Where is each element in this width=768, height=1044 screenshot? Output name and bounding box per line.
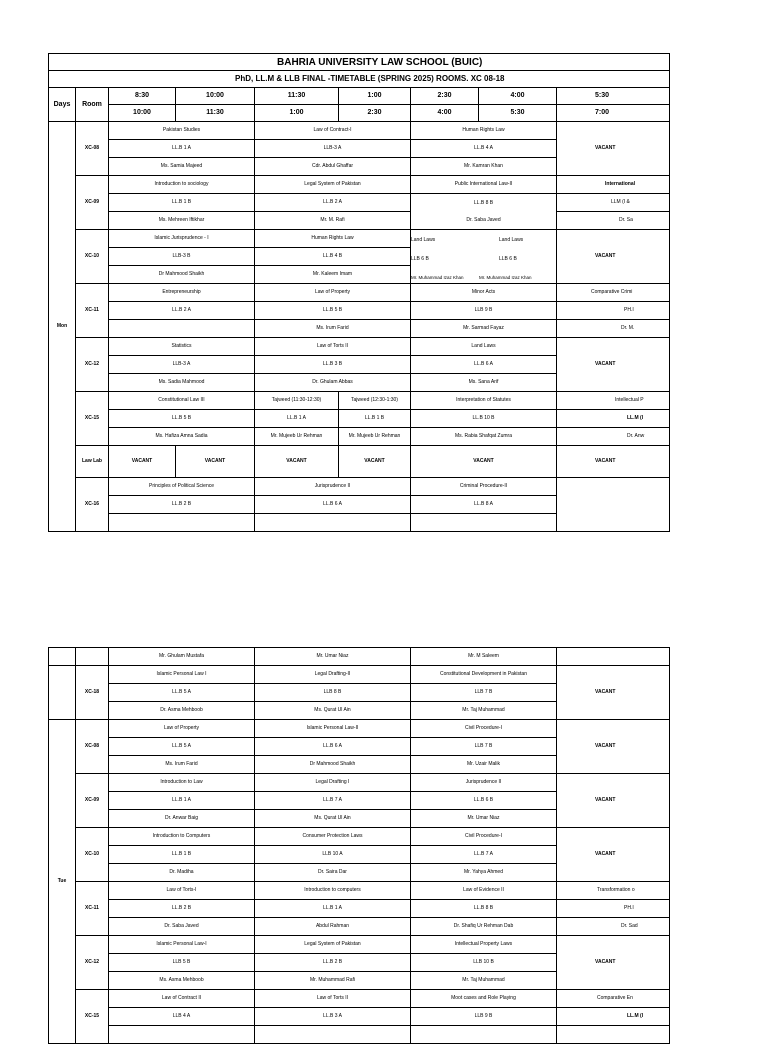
teacher-cell: Mr. Ghulam Mustafa: [109, 648, 255, 666]
vacant-cell: VACANT: [557, 720, 670, 774]
course-cell: Legal System of Pakistan: [255, 936, 411, 954]
vacant-cell: VACANT: [557, 446, 670, 478]
empty-cell: [557, 478, 670, 532]
class-cell: LLM (I &: [557, 194, 670, 212]
class-cell: LLB 4 A: [109, 1008, 255, 1026]
class-cell: LLB-3 B: [109, 248, 255, 266]
course-cell: Islamic Jurisprudence - I: [109, 230, 255, 248]
course-cell: Transformation o: [557, 882, 670, 900]
days-header: Days: [49, 88, 76, 122]
vacant-cell: VACANT: [411, 446, 557, 478]
room-label: XC-09: [76, 176, 109, 230]
class-cell: LL.B 1 B: [109, 194, 255, 212]
teacher-cell: Mr. Mujeeb Ur Rehman: [339, 428, 411, 446]
room-label: XC-10: [76, 230, 109, 284]
course-cell: Principles of Political Science: [109, 478, 255, 496]
class-cell: LL.B 1 A: [255, 900, 411, 918]
class-cell: LL.B 2 A: [255, 194, 411, 212]
time-end: 5:30: [479, 105, 557, 122]
course-cell: Entrepreneurship: [109, 284, 255, 302]
teacher-cell: Dr. Saba Javed: [109, 918, 255, 936]
time-start: 5:30: [557, 88, 670, 105]
course-cell: Criminal Procedure-II: [411, 478, 557, 496]
course-cell: Consumer Protection Laws: [255, 828, 411, 846]
course-cell: Human Rights Law: [255, 230, 411, 248]
time-end: 1:00: [255, 105, 339, 122]
day-label: Mon: [49, 122, 76, 532]
teacher-cell: Mr. Muhammad Izaz Khan: [479, 275, 532, 280]
teacher-cell: Dr. Shafiq Ur Rehman Dab: [411, 918, 557, 936]
room-label: XC-16: [76, 478, 109, 532]
teacher-cell: Dr. Asma Mehboob: [109, 702, 255, 720]
timetable-subtitle: PhD, LL.M & LLB FINAL -TIMETABLE (SPRING 2025) ROOMS. XC 08-18: [49, 71, 670, 88]
class-cell: LL.B 6 A: [255, 738, 411, 756]
time-start: 10:00: [176, 88, 255, 105]
class-cell: LL.B 8 B: [473, 200, 494, 206]
teacher-cell: Dr. Anw: [557, 428, 670, 446]
course-cell: Law of Evidence II: [411, 882, 557, 900]
timetable-page-1: [48, 53, 645, 535]
course-cell: Constitutional Development in Pakistan: [411, 666, 557, 684]
class-cell: LL.B 4 B: [255, 248, 411, 266]
course-cell: International: [557, 176, 670, 194]
class-cell: LLB 9 B: [411, 302, 557, 320]
teacher-cell: Ms. Qurat Ul Ain: [255, 702, 411, 720]
class-cell: LL.B 5 B: [255, 302, 411, 320]
teacher-cell: Mr. M Saleem: [411, 648, 557, 666]
time-start: 11:30: [255, 88, 339, 105]
room-header: Room: [76, 88, 109, 122]
teacher-cell: Cdr. Abdul Ghaffar: [255, 158, 411, 176]
course-cell: Law of Property: [255, 284, 411, 302]
course-cell: Intellectual P: [557, 392, 670, 410]
time-end: 7:00: [557, 105, 670, 122]
vacant-cell: VACANT: [557, 828, 670, 882]
teacher-cell: Mr. Uzair Malik: [411, 756, 557, 774]
course-cell: Interpretation of Statutes: [411, 392, 557, 410]
teacher-cell: Mr. Taj Muhammad: [411, 972, 557, 990]
class-cell: LL.B 2 A: [109, 302, 255, 320]
timetable-table-1: [48, 53, 670, 532]
course-cell: Intellectual Property Laws: [411, 936, 557, 954]
course-cell: Introduction to Computers: [109, 828, 255, 846]
teacher-cell: Ms. Sana Arif: [411, 374, 557, 392]
course-cell: Comparative Crimi: [557, 284, 670, 302]
class-cell: LL.B 2 B: [109, 900, 255, 918]
room-label: XC-15: [76, 990, 109, 1044]
time-end: 11:30: [176, 105, 255, 122]
time-start: 2:30: [411, 88, 479, 105]
teacher-cell: Dr. Sa: [557, 212, 670, 230]
course-cell: Civil Procedure-I: [411, 720, 557, 738]
course-cell: Public International Law-II: [411, 176, 557, 194]
teacher-cell: Mr. Sarmad Fayaz: [411, 320, 557, 338]
course-cell: Moot cases and Role Playing: [411, 990, 557, 1008]
class-cell: LLB 6 B: [499, 256, 517, 262]
teacher-cell: Dr. Saba Javed: [466, 217, 501, 223]
teacher-cell: Ms. Qurat Ul Ain: [255, 810, 411, 828]
teacher-cell: Mr. Muhammad Izaz Khan: [411, 275, 464, 280]
course-cell: Legal Drafting-II: [255, 666, 411, 684]
course-cell: Introduction to computers: [255, 882, 411, 900]
teacher-cell: Dr Mahmood Shaikh: [255, 756, 411, 774]
teacher-cell: Dr. Ghulam Abbas: [255, 374, 411, 392]
course-cell: Land Laws: [499, 237, 524, 243]
course-cell: Islamic Personal Law-I: [109, 936, 255, 954]
course-cell: Islamic Personal Law I: [109, 666, 255, 684]
class-cell: LL.B 7 A: [411, 846, 557, 864]
time-end: 2:30: [339, 105, 411, 122]
class-cell: LLB-3 A: [255, 140, 411, 158]
class-cell: LL.M (I: [557, 410, 670, 428]
room-label: XC-11: [76, 882, 109, 936]
vacant-cell: VACANT: [557, 936, 670, 990]
class-cell: LL.B 2 B: [109, 496, 255, 514]
class-cell: LL.B 1 A: [109, 140, 255, 158]
class-cell: LL.B 5 A: [109, 738, 255, 756]
class-cell: LL.B 5 B: [109, 410, 255, 428]
course-cell: Tajweed (11:30-12:30): [255, 392, 339, 410]
teacher-cell: Mr. Taj Muhammad: [411, 702, 557, 720]
time-end: 10:00: [109, 105, 176, 122]
course-cell: Law of Property: [109, 720, 255, 738]
course-cell: Comparative En: [557, 990, 670, 1008]
class-cell: LL.B 1 B: [339, 410, 411, 428]
teacher-cell: Ms. Hafiza Amna Sadia: [109, 428, 255, 446]
class-cell: LL.B 3 A: [255, 1008, 411, 1026]
course-cell: Law of Contract II: [109, 990, 255, 1008]
room-label: XC-12: [76, 936, 109, 990]
class-cell: LLB 8 B: [255, 684, 411, 702]
vacant-cell: VACANT: [339, 446, 411, 478]
teacher-cell: Dr. Saira Dar: [255, 864, 411, 882]
class-cell: LL.B 2 B: [255, 954, 411, 972]
course-cell: Legal Drafting I: [255, 774, 411, 792]
time-start: 8:30: [109, 88, 176, 105]
teacher-cell: Ms. Samia Majeed: [109, 158, 255, 176]
room-label: XC-18: [76, 666, 109, 720]
teacher-cell: Mr. Umar Niaz: [255, 648, 411, 666]
timetable-table-2: [48, 647, 670, 1044]
teacher-cell: Mr. Mujeeb Ur Rehman: [255, 428, 339, 446]
timetable-page-2: [48, 647, 644, 1024]
course-cell: Tajweed (12:30-1:30): [339, 392, 411, 410]
course-cell: Law of Torts II: [255, 338, 411, 356]
class-cell: LLB 5 B: [109, 954, 255, 972]
vacant-cell: VACANT: [557, 338, 670, 392]
course-cell: Islamic Personal Law-II: [255, 720, 411, 738]
day-label: Tue: [49, 720, 76, 1044]
class-cell: LL.B 4 A: [411, 140, 557, 158]
teacher-cell: Mr. Umar Niaz: [411, 810, 557, 828]
course-cell: Statistics: [109, 338, 255, 356]
vacant-cell: VACANT: [557, 666, 670, 720]
class-cell: LLB-3 A: [109, 356, 255, 374]
class-cell: LL.B 1 A: [109, 792, 255, 810]
course-cell: Land Laws: [411, 237, 436, 243]
class-cell: LL.B 3 B: [255, 356, 411, 374]
teacher-cell: Ms. Irum Farid: [255, 320, 411, 338]
class-teacher-cell: [411, 194, 557, 230]
vacant-cell: VACANT: [557, 230, 670, 284]
land-laws-cell: [411, 230, 557, 284]
class-cell: LL.B 8 A: [411, 496, 557, 514]
class-cell: PH.I: [557, 302, 670, 320]
course-cell: Jurisprudence II: [411, 774, 557, 792]
class-cell: LL.B 6 A: [411, 356, 557, 374]
course-cell: Jurisprudence II: [255, 478, 411, 496]
class-cell: LL.B 5 A: [109, 684, 255, 702]
teacher-cell: Ms. Mehreen Iftikhar: [109, 212, 255, 230]
class-cell: LLB 10 A: [255, 846, 411, 864]
teacher-cell: [109, 320, 255, 338]
vacant-cell: VACANT: [109, 446, 176, 478]
room-label: XC-15: [76, 392, 109, 446]
course-cell: Human Rights Law: [411, 122, 557, 140]
class-cell: LLB 6 B: [411, 256, 429, 262]
teacher-cell: Abdul Rahman: [255, 918, 411, 936]
course-cell: Land Laws: [411, 338, 557, 356]
class-cell: LL.M (I: [557, 1008, 670, 1026]
room-label: XC-08: [76, 122, 109, 176]
teacher-cell: Mr. Kaleem Imam: [255, 266, 411, 284]
course-cell: Law of Torts II: [255, 990, 411, 1008]
teacher-cell: Dr Mahmood Shaikh: [109, 266, 255, 284]
course-cell: Minor Acts: [411, 284, 557, 302]
teacher-cell: Mr. Yahya Ahmed: [411, 864, 557, 882]
teacher-cell: Ms. Rabia Shafqat Zumra: [411, 428, 557, 446]
class-cell: LLB 9 B: [411, 1008, 557, 1026]
teacher-cell: Mr. M. Rafi: [255, 212, 411, 230]
time-start: 1:00: [339, 88, 411, 105]
teacher-cell: Dr. M.: [557, 320, 670, 338]
class-cell: LL.B 10 B: [411, 410, 557, 428]
room-label: XC-11: [76, 284, 109, 338]
vacant-cell: VACANT: [255, 446, 339, 478]
course-cell: Pakistan Studies: [109, 122, 255, 140]
time-start: 4:00: [479, 88, 557, 105]
course-cell: Constitutional Law III: [109, 392, 255, 410]
class-cell: LL.B 1 A: [255, 410, 339, 428]
course-cell: Introduction to sociology: [109, 176, 255, 194]
room-label: XC-12: [76, 338, 109, 392]
class-cell: LLB 7 B: [411, 738, 557, 756]
vacant-cell: VACANT: [557, 774, 670, 828]
teacher-cell: Ms. Sadia Mahmood: [109, 374, 255, 392]
teacher-cell: Dr. Anwar Baig: [109, 810, 255, 828]
class-cell: LL.B 1 B: [109, 846, 255, 864]
class-cell: LLB 10 B: [411, 954, 557, 972]
course-cell: Law of Torts-I: [109, 882, 255, 900]
room-label: XC-08: [76, 720, 109, 774]
vacant-cell: VACANT: [176, 446, 255, 478]
course-cell: Civil Procedure-I: [411, 828, 557, 846]
vacant-cell: VACANT: [557, 122, 670, 176]
teacher-cell: Dr. Sad: [557, 918, 670, 936]
teacher-cell: Mr. Kamran Khan: [411, 158, 557, 176]
course-cell: Law of Contract-I: [255, 122, 411, 140]
room-label: Law Lab: [76, 446, 109, 478]
course-cell: Introduction to Law: [109, 774, 255, 792]
class-cell: LL.B 6 A: [255, 496, 411, 514]
teacher-cell: Dr. Madiha: [109, 864, 255, 882]
class-cell: LL.B 8 B: [411, 900, 557, 918]
time-end: 4:00: [411, 105, 479, 122]
class-cell: LLB 7 B: [411, 684, 557, 702]
room-label: XC-09: [76, 774, 109, 828]
teacher-cell: Mr. Muhammad Rafi: [255, 972, 411, 990]
teacher-cell: Ms. Irum Farid: [109, 756, 255, 774]
teacher-cell: Ms. Asma Mehboob: [109, 972, 255, 990]
course-cell: Legal System of Pakistan: [255, 176, 411, 194]
class-cell: LL.B 6 B: [411, 792, 557, 810]
school-title: BAHRIA UNIVERSITY LAW SCHOOL (BUIC): [49, 54, 670, 71]
class-cell: LL.B 7 A: [255, 792, 411, 810]
class-cell: PH.I: [557, 900, 670, 918]
room-label: XC-10: [76, 828, 109, 882]
